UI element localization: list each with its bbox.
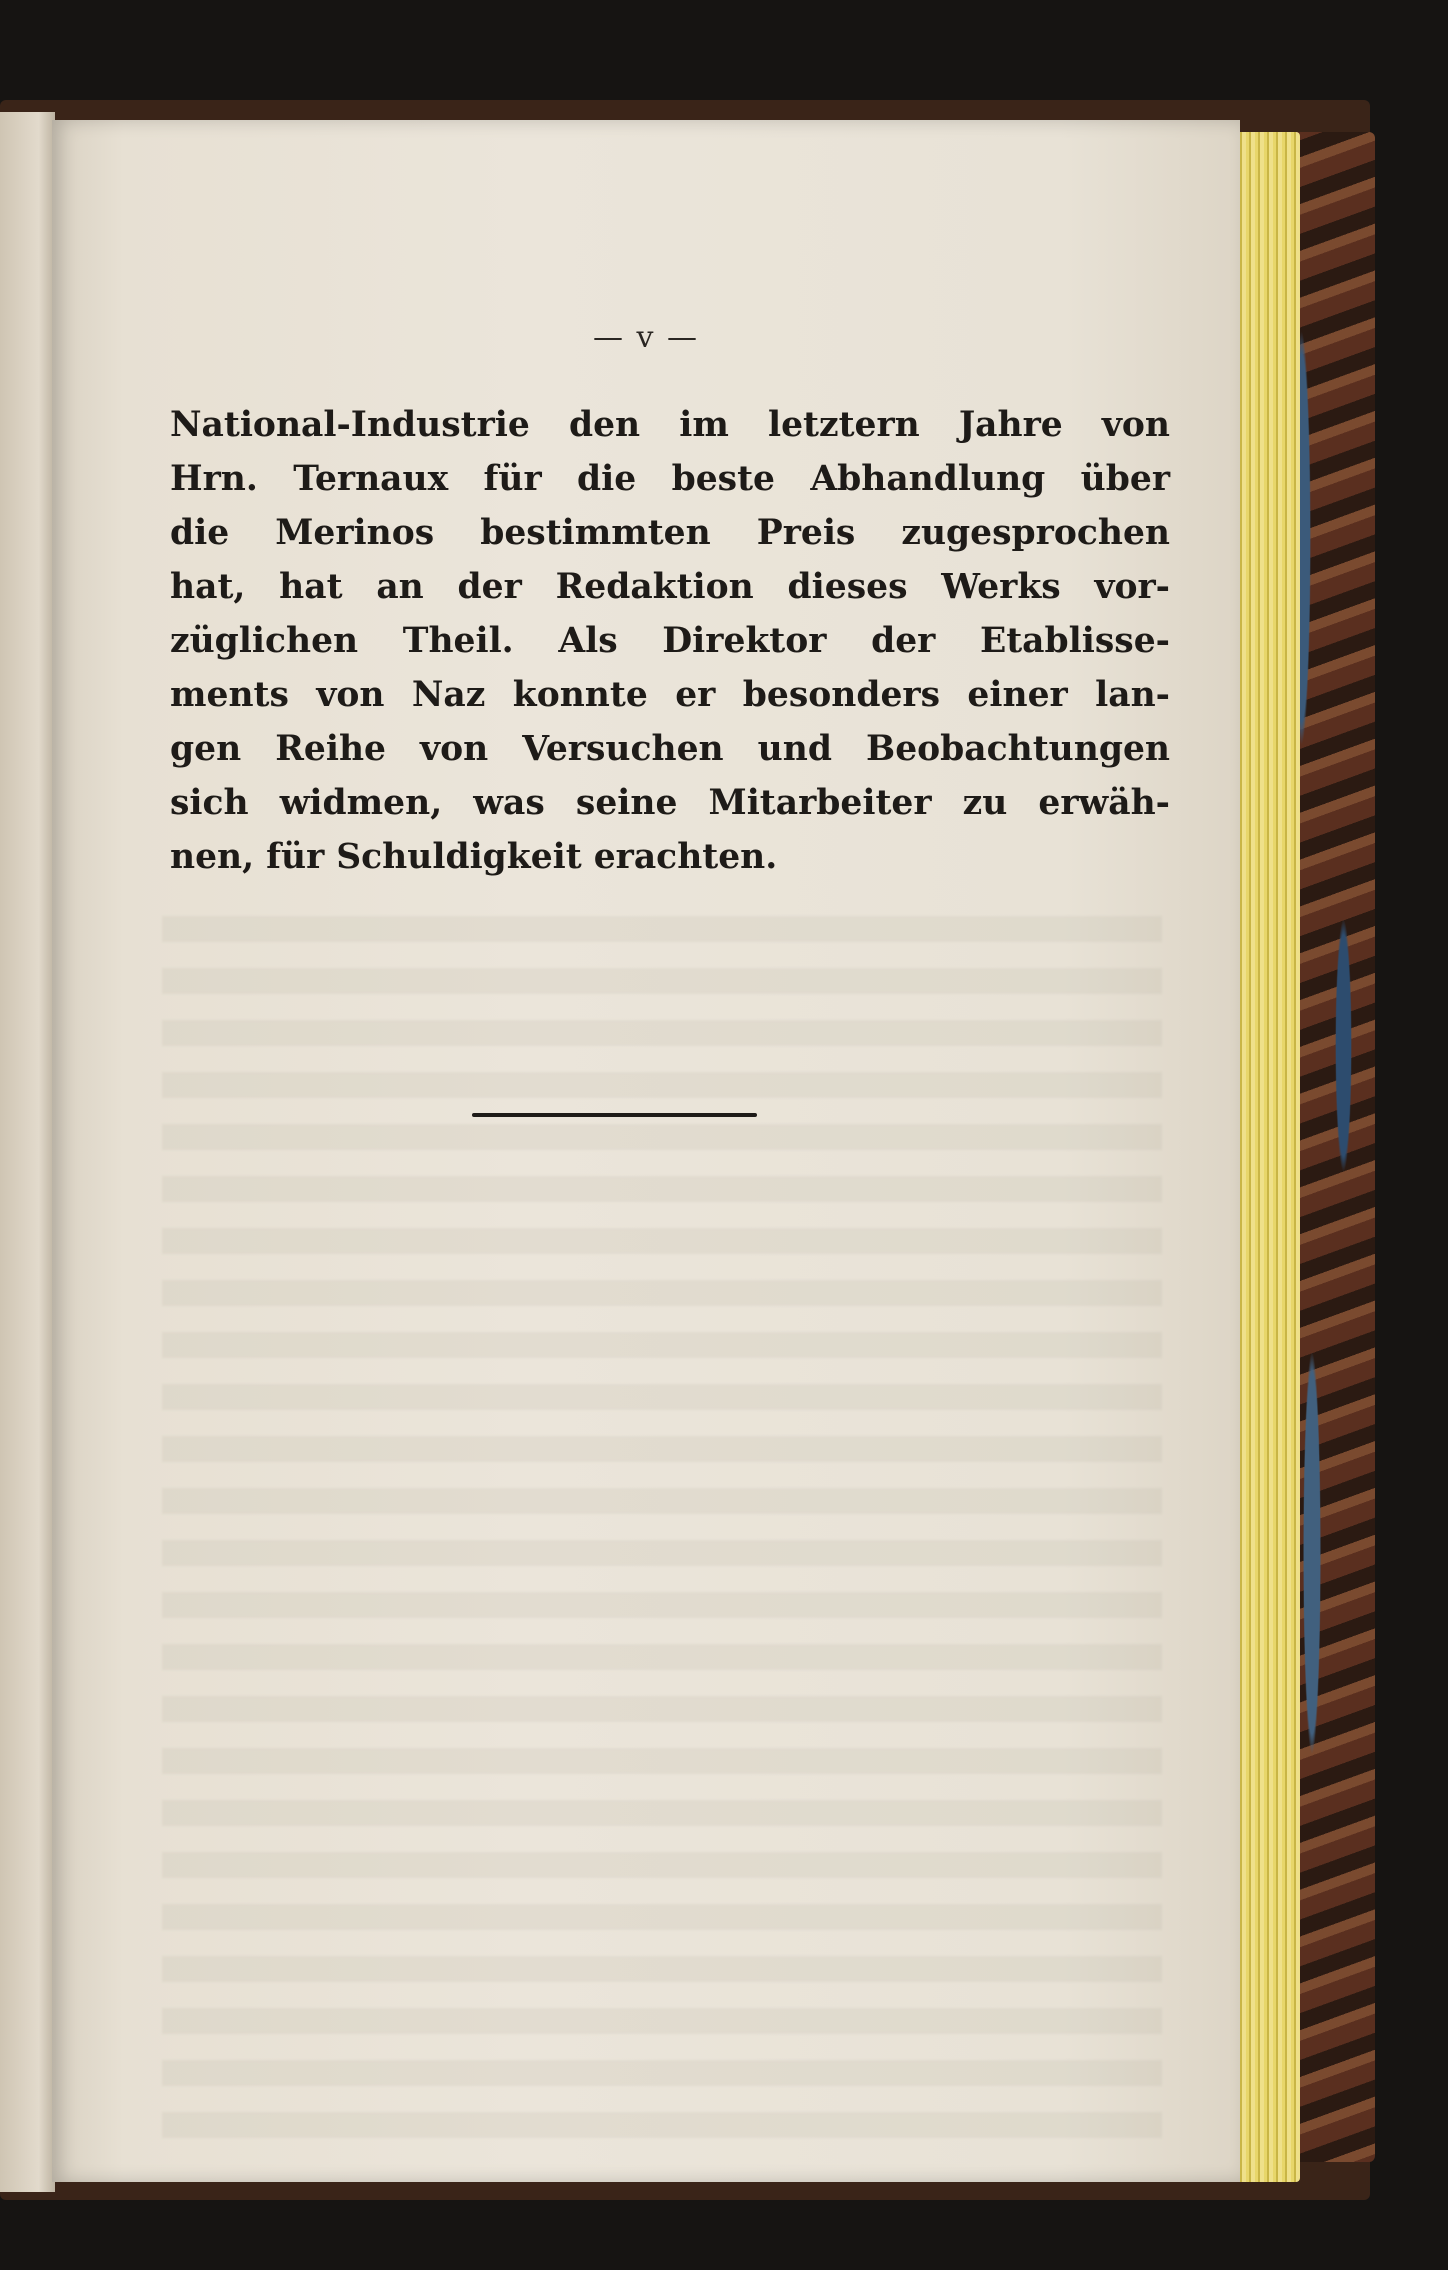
section-end-rule xyxy=(472,1113,757,1117)
text-line: National-Industrie den im letztern Jahre von xyxy=(170,405,1170,445)
text-line: hat, hat an der Redaktion dieses Werks vor- xyxy=(170,567,1170,607)
text-line: ments von Naz konnte er besonders einer lan- xyxy=(170,675,1170,715)
text-line: nen, für Schuldigkeit erachten. xyxy=(170,837,778,877)
text-line: gen Reihe von Versuchen und Beobachtungen xyxy=(170,729,1170,769)
body-text xyxy=(170,398,1170,884)
show-through-from-reverse xyxy=(162,890,1162,2150)
text-line: Hrn. Ternaux für die beste Abhandlung über xyxy=(170,459,1170,499)
text-line: die Merinos bestimmten Preis zugesprochen xyxy=(170,513,1170,553)
facing-page-edge xyxy=(0,112,55,2192)
text-line: sich widmen, was seine Mitarbeiter zu erwäh- xyxy=(170,783,1170,823)
page-number: — v — xyxy=(592,320,700,355)
text-line: züglichen Theil. Als Direktor der Etablisse- xyxy=(170,621,1170,661)
book xyxy=(0,92,1375,2197)
book-page xyxy=(52,120,1240,2182)
